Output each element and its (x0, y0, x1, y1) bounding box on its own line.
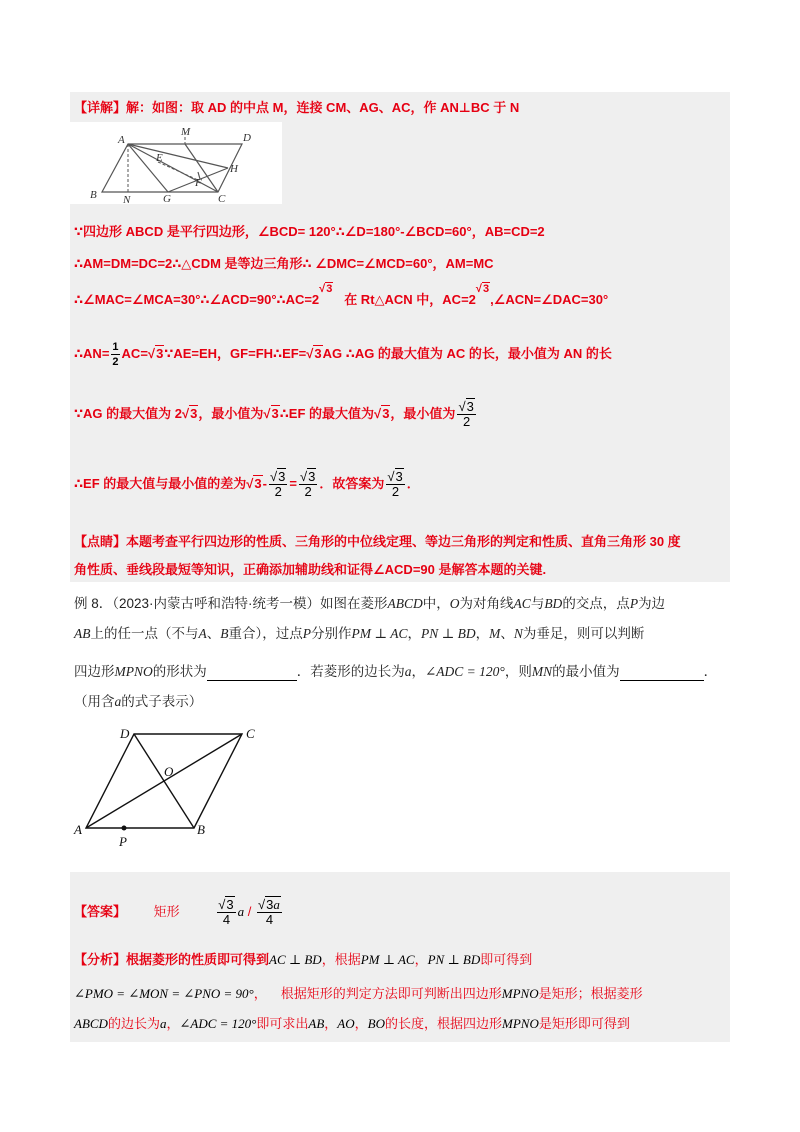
math-p2: P (302, 626, 311, 641)
analysis-line-1 (74, 952, 532, 968)
period: ． (406, 475, 420, 491)
sqrt-3-b: √3 (475, 283, 490, 295)
math-pm-perp-ac: PM ⊥ AC (360, 952, 415, 967)
math-p: P (629, 596, 639, 611)
math-abcd-2: ABCD (74, 1016, 108, 1031)
fig1-label-G: G (163, 193, 171, 204)
a10: ， (324, 1016, 338, 1031)
a13: 是矩形即可得到 (538, 1016, 630, 1031)
sqrt-3-f: √3 (263, 405, 279, 421)
fraction-sqrt3-over-2-d: $\frac{√3}{2}$ (387, 469, 403, 499)
fraction-sqrt3-over-2-a: $\frac{√3}{2}$ (458, 399, 474, 429)
t22: 的式子表示） (121, 694, 203, 709)
math-ab-2: AB (308, 1016, 325, 1031)
fig1-label-A: A (118, 134, 125, 146)
a11: ， (354, 1016, 368, 1031)
math-n: N (513, 626, 523, 641)
math-pn-perp-bd: PN ⊥ BD (427, 952, 481, 967)
answer-blank-shape[interactable] (207, 664, 297, 681)
analysis-line-3 (74, 1016, 630, 1032)
fig1-label-D: D (243, 132, 251, 144)
a4: ， (253, 986, 267, 1001)
fig1-label-E: E (156, 152, 163, 164)
diff-text: ∴EF 的最大值与最小值的差为 (74, 475, 247, 491)
sqrt-3-a: √3 (319, 283, 333, 295)
math-angle-adc: ∠ADC = 120° (425, 664, 505, 679)
detail-line-3: ∴AM=DM=DC=2∴△CDM 是等边三角形∴ ∠DMC=∠MCD=60°，AM=MC (74, 256, 494, 271)
t2: 为对角线 (459, 596, 514, 611)
example-line-3 (74, 664, 717, 681)
answer-frac-1: $\frac{√3}{4}$ (218, 897, 234, 927)
detail-line-6 (74, 400, 478, 429)
a1: ，根据 (321, 952, 361, 967)
detail-line-4-a: ∴∠MAC=∠MCA=30°∴∠ACD=90°∴AC=2 (74, 292, 320, 307)
fig1-label-N: N (123, 194, 131, 204)
answer-slash: / (247, 903, 252, 919)
figure-rhombus (70, 722, 270, 850)
parallelogram-diagram (70, 122, 282, 204)
t7: 、 (206, 626, 221, 641)
math-ac-perp-bd: AC ⊥ BD (269, 952, 322, 967)
a3: 即可得到 (480, 952, 533, 967)
answer-shape: 矩形 (153, 903, 180, 919)
answer-label: 【答案】 (74, 903, 127, 919)
t16: ．若菱形的边长为 (296, 664, 405, 679)
math-mpno: MPNO (114, 664, 153, 679)
example-line-2 (74, 626, 644, 642)
minus-sign: - (262, 475, 267, 491)
a7: 的边长为 (107, 1016, 160, 1031)
math-o: O (449, 596, 460, 611)
math-bo: BO (367, 1016, 385, 1031)
equals-sign: = (289, 475, 297, 491)
example-title: 例 8．（2023·内蒙古呼和浩特·统考一模）如图在菱形 (74, 596, 388, 611)
a8: ， (166, 1016, 180, 1031)
sqrt-3-g: √3 (374, 405, 390, 421)
ag-max-min: AG ∴AG 的最大值为 AC 的长，最小值为 AN 的长 (322, 345, 612, 361)
fig1-label-H: H (230, 163, 238, 175)
fig1-label-M: M (181, 126, 191, 138)
fig1-label-B: B (90, 189, 97, 201)
math-pm-ac: PM ⊥ AC (351, 626, 408, 641)
detail-line-2: ∵四边形 ABCD 是平行四边形，∠BCD= 120°∴∠D=180°-∠BCD=60°，AB=CD=2 (74, 224, 545, 239)
analysis-label: 【分析】根据菱形的性质即可得到 (74, 952, 270, 967)
math-mpno-2: MPNO (501, 986, 539, 1001)
math-abcd: ABCD (387, 596, 423, 611)
ef-max: ∴EF 的最大值为 (279, 405, 375, 421)
fraction-sqrt3-over-2-c: $\frac{√3}{2}$ (299, 469, 316, 499)
a5: 根据矩形的判定方法即可判断出四边形 (280, 986, 502, 1001)
t9: 分别作 (311, 626, 352, 641)
math-ao: AO (337, 1016, 355, 1031)
answer-blank-min[interactable] (620, 664, 704, 681)
analysis-line-2 (74, 986, 643, 1002)
t14: 四边形 (74, 664, 115, 679)
detail-line-4-c: 在 Rt△ACN 中，AC=2 (344, 292, 476, 307)
figure-parallelogram (70, 122, 282, 204)
comment-line-2: 角性质、垂线段最短等知识，正确添加辅助线和证得∠ACD=90 是解答本题的关键. (74, 562, 547, 577)
example-line-4 (74, 694, 202, 710)
t20: ． (703, 664, 718, 679)
answer-line (74, 898, 284, 927)
comment-line-1: 【点睛】本题考查平行四边形的性质、三角形的中位线定理、等边三角形的判定和性质、直角三角形 30 度 (74, 534, 681, 549)
detail-line-1: 【详解】解：如图：取 AD 的中点 M，连接 CM、AG、AC，作 AN⊥BC 于 N (74, 100, 520, 115)
fig1-label-C: C (218, 193, 226, 204)
answer-frac-2: $\frac{√3a}{4}$ (258, 897, 280, 927)
t10: ， (407, 626, 421, 641)
point-p-dot (122, 826, 127, 831)
fig2-label-C: C (246, 726, 255, 741)
t19: 的最小值为 (552, 664, 620, 679)
sqrt-3-c: √3 (147, 345, 164, 361)
a6: 是矩形；根据菱形 (538, 986, 643, 1001)
math-ac: AC (513, 596, 531, 611)
fig1-label-F: F (195, 177, 202, 189)
t8: 重合），过点 (228, 626, 303, 641)
example-line-1 (74, 596, 665, 612)
math-a-var2: a (114, 694, 122, 709)
math-mn: MN (531, 664, 553, 679)
ag-max: ∵AG 的最大值为 2 (74, 405, 182, 421)
t3: 与 (530, 596, 545, 611)
t21: （用含 (74, 694, 115, 709)
a12: 的长度，根据四边形 (384, 1016, 502, 1031)
sqrt-3-h: √3 (246, 475, 262, 491)
t1: 中， (422, 596, 450, 611)
answer-is: ．故答案为 (319, 475, 385, 491)
t4: 的交点，点 (562, 596, 630, 611)
detail-line-7 (74, 470, 420, 499)
math-pn-bd: PN ⊥ BD (420, 626, 476, 641)
t17: ， (411, 664, 425, 679)
fraction-sqrt3-over-2-b: $\frac{√3}{2}$ (270, 469, 286, 499)
t6: 上的任一点（不与 (90, 626, 199, 641)
math-right-angles: ∠PMO = ∠MON = ∠PNO = 90° (74, 986, 254, 1001)
math-a-var: a (404, 664, 412, 679)
ac-eq: AC= (121, 345, 148, 361)
t5: 为边 (638, 596, 666, 611)
math-m: M (489, 626, 501, 641)
sqrt-3-d: √3 (306, 345, 322, 361)
answer-var-a: a (237, 903, 245, 919)
ef-min: ，最小值为 (390, 405, 456, 421)
sqrt-3-e: √3 (182, 405, 198, 421)
fig2-label-P: P (119, 834, 127, 849)
detail-line-4-e: ,∠ACN=∠DAC=30° (490, 292, 609, 307)
rhombus-diagram (70, 722, 270, 850)
t12: 、 (500, 626, 514, 641)
ae-eh: ∵AE=EH，GF=FH∴EF= (164, 345, 307, 361)
t15: 的形状为 (152, 664, 207, 679)
fig2-label-B: B (197, 822, 205, 837)
t18: ，则 (504, 664, 532, 679)
math-a: A (198, 626, 207, 641)
an-eq: ∴AN= (74, 345, 110, 361)
detail-line-5 (74, 340, 612, 369)
math-bd: BD (544, 596, 563, 611)
math-mpno-3: MPNO (502, 1016, 539, 1031)
math-b: B (220, 626, 229, 641)
detail-line-4 (74, 283, 609, 309)
math-angle-adc-2: ∠ADC = 120° (179, 1016, 257, 1031)
a2: ， (414, 952, 428, 967)
min-is: ，最小值为 (198, 405, 264, 421)
fig2-label-A: A (74, 822, 82, 837)
fig2-label-D: D (120, 726, 130, 741)
math-a-3: a (159, 1016, 167, 1031)
a9: 即可求出 (256, 1016, 309, 1031)
fig2-label-O: O (164, 764, 174, 779)
fraction-half: $\frac{1}{2}$ (112, 341, 119, 368)
t13: 为垂足，则可以判断 (522, 626, 645, 641)
math-ab: AB (74, 626, 91, 641)
t11: ， (475, 626, 490, 641)
